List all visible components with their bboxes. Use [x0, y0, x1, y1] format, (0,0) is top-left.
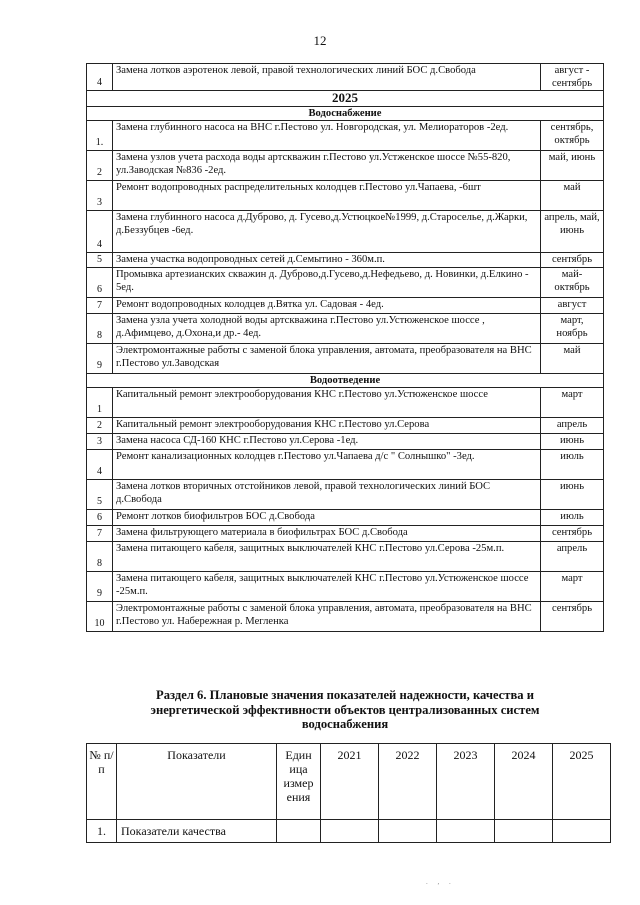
work-description: Замена насоса СД-160 КНС г.Пестово ул.Серова -1ед. [113, 434, 541, 450]
work-month: июль [541, 450, 604, 480]
row-number: 6 [87, 268, 113, 298]
work-description: Замена глубинного насоса д.Дуброво, д. Гусево,д.Устюцкое№1999, д.Старосельe, д.Жарки, д.Беззубцев -6ед. [113, 211, 541, 253]
row-number: 4 [87, 450, 113, 480]
scan-mark: . , . [426, 878, 455, 886]
indicator-name: Показатели качества [117, 820, 277, 843]
row-number: 5 [87, 480, 113, 510]
table-row [87, 542, 604, 572]
row-number: 7 [87, 526, 113, 542]
indicators-row [87, 820, 611, 843]
work-month: август - сентябрь [541, 64, 604, 91]
table-row [87, 211, 604, 253]
row-number: 8 [87, 542, 113, 572]
row-number: 10 [87, 602, 113, 632]
col-num-header: № п/п [87, 744, 117, 820]
col-year-header: 2021 [321, 744, 379, 820]
work-month: март, ноябрь [541, 314, 604, 344]
work-month: сентябрь, октябрь [541, 121, 604, 151]
row-number: 1. [87, 121, 113, 151]
row-number: 3 [87, 434, 113, 450]
section-heading: Водоотведение [87, 374, 604, 388]
work-month: сентябрь [541, 602, 604, 632]
table-row [87, 388, 604, 418]
table-row [87, 268, 604, 298]
table-row [87, 298, 604, 314]
work-description: Электромонтажные работы с заменой блока управления, автомата, преобразователя на ВНС г.Пестово ул.Заводская [113, 344, 541, 374]
indicator-num: 1. [87, 820, 117, 843]
indicator-unit [277, 820, 321, 843]
indicator-value [495, 820, 553, 843]
indicator-value [321, 820, 379, 843]
work-description: Замена узла учета холодной воды артскважина г.Пестово ул.Устюженское шоссе , д.Афимцево, д.Охона,и др.- 4ед. [113, 314, 541, 344]
page-number: 12 [313, 33, 327, 48]
row-number: 2 [87, 151, 113, 181]
indicators-header-row [87, 744, 611, 820]
work-month: июль [541, 510, 604, 526]
work-description: Ремонт канализационных колодцев г.Пестово ул.Чапаева д/с " Солнышко" -3ед. [113, 450, 541, 480]
work-month: март [541, 388, 604, 418]
table-row [87, 418, 604, 434]
row-number: 8 [87, 314, 113, 344]
work-description: Замена узлов учета расхода воды артскважин г.Пестово ул.Устженское шоссе №55-820, ул.Заводская №836 -2ед. [113, 151, 541, 181]
row-number: 4 [87, 211, 113, 253]
work-description: Замена фильтрующего материала в биофильтрах БОС д.Свобода [113, 526, 541, 542]
table-row [87, 572, 604, 602]
section-6-heading: Раздел 6. Плановые значения показателей надежности, качества и энергетической эффективности объектов централизованных систем водоснабжения [150, 688, 540, 731]
table-row [87, 526, 604, 542]
work-month: май, июнь [541, 151, 604, 181]
work-description: Капитальный ремонт электрооборудования КНС г.Пестово ул.Серова [113, 418, 541, 434]
work-description: Капитальный ремонт электрооборудования КНС г.Пестово ул.Устюженское шоссе [113, 388, 541, 418]
indicator-value [553, 820, 611, 843]
work-month: апрель, май, июнь [541, 211, 604, 253]
table-row [87, 314, 604, 344]
row-number: 6 [87, 510, 113, 526]
year-heading: 2025 [87, 91, 604, 107]
work-description: Замена питающего кабеля, защитных выключателей КНС г.Пестово ул.Устюженское шоссе -25м.п. [113, 572, 541, 602]
work-description: Замена глубинного насоса на ВНС г.Пестово ул. Новгородская, ул. Мелиораторов -2ед. [113, 121, 541, 151]
table-row [87, 181, 604, 211]
work-month: июнь [541, 480, 604, 510]
work-description: Электромонтажные работы с заменой блока управления, автомата, преобразователя на ВНС г.Пестово ул. Набережная р. Мегленка [113, 602, 541, 632]
works-table [86, 63, 604, 632]
table-row [87, 253, 604, 268]
work-month: июнь [541, 434, 604, 450]
work-month: сентябрь [541, 253, 604, 268]
row-number: 2 [87, 418, 113, 434]
work-description: Ремонт лотков биофильтров БОС д.Свобода [113, 510, 541, 526]
col-indicators-header: Показатели [117, 744, 277, 820]
indicator-value [437, 820, 495, 843]
work-month: апрель [541, 418, 604, 434]
work-month: сентябрь [541, 526, 604, 542]
col-year-header: 2024 [495, 744, 553, 820]
col-year-header: 2025 [553, 744, 611, 820]
row-number: 3 [87, 181, 113, 211]
indicator-value [379, 820, 437, 843]
table-row [87, 434, 604, 450]
section-heading: Водоснабжение [87, 107, 604, 121]
table-row [87, 510, 604, 526]
table-row [87, 64, 604, 91]
row-number: 9 [87, 572, 113, 602]
works-table-body [87, 64, 604, 632]
work-description: Ремонт водопроводных колодцев д.Вятка ул. Садовая - 4ед. [113, 298, 541, 314]
work-month: май- октябрь [541, 268, 604, 298]
col-year-header: 2023 [437, 744, 495, 820]
col-unit-header: Един ица измер ения [277, 744, 321, 820]
section-heading-row [87, 374, 604, 388]
table-row [87, 121, 604, 151]
work-month: май [541, 181, 604, 211]
year-heading-row [87, 91, 604, 107]
row-number: 1 [87, 388, 113, 418]
work-description: Ремонт водопроводных распределительных колодцев г.Пестово ул.Чапаева, -6шт [113, 181, 541, 211]
row-number: 4 [87, 64, 113, 91]
row-number: 5 [87, 253, 113, 268]
table-row [87, 480, 604, 510]
work-description: Замена лотков аэротенок левой, правой технологических линий БОС д.Свобода [113, 64, 541, 91]
table-row [87, 344, 604, 374]
work-description: Промывка артезианских скважин д. Дуброво,д.Гусево,д.Нефедьево, д. Новинки, д.Елкино - 5ед. [113, 268, 541, 298]
table-row [87, 151, 604, 181]
work-description: Замена лотков вторичных отстойников левой, правой технологических линий БОС д.Свобода [113, 480, 541, 510]
table-row [87, 450, 604, 480]
work-month: март [541, 572, 604, 602]
work-month: апрель [541, 542, 604, 572]
row-number: 7 [87, 298, 113, 314]
table-row [87, 602, 604, 632]
indicators-table [86, 743, 611, 843]
work-month: август [541, 298, 604, 314]
work-month: май [541, 344, 604, 374]
section-heading-row [87, 107, 604, 121]
work-description: Замена питающего кабеля, защитных выключателей КНС г.Пестово ул.Серова -25м.п. [113, 542, 541, 572]
row-number: 9 [87, 344, 113, 374]
col-year-header: 2022 [379, 744, 437, 820]
work-description: Замена участка водопроводных сетей д.Семытино - 360м.п. [113, 253, 541, 268]
